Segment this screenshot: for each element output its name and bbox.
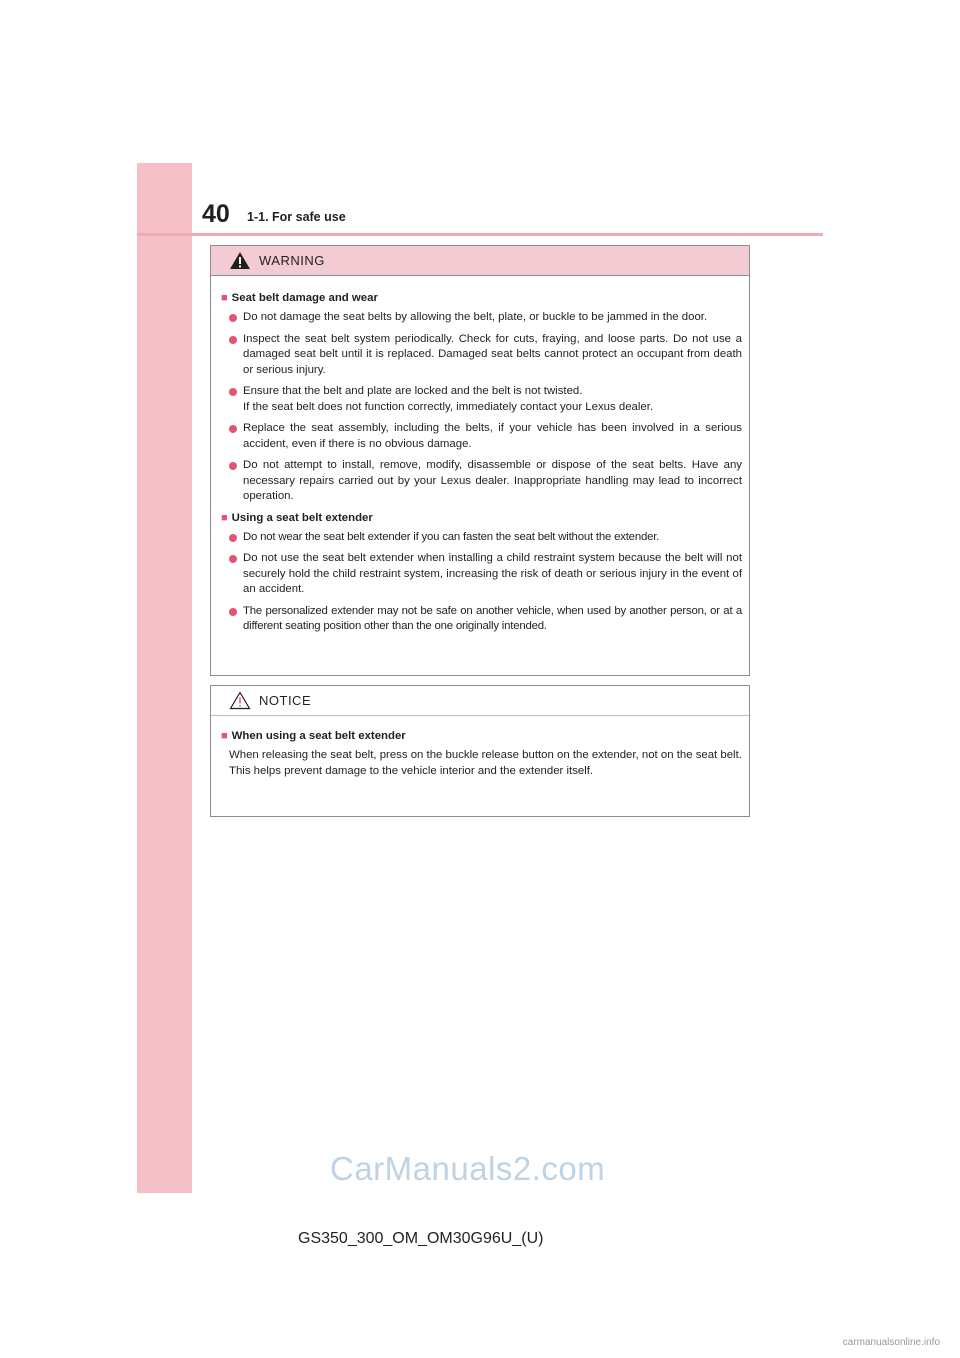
list-item-text: The personalized extender may not be safe on another vehicle, when used by another person, or at a different seating position other than the one originally intended. <box>243 604 742 632</box>
warning-box <box>210 245 750 676</box>
notice-paragraph: When releasing the seat belt, press on the buckle release button on the extender, not on the seat belt. <box>229 749 742 761</box>
section-title: 1-1. For safe use <box>247 210 346 224</box>
header-divider <box>137 233 823 236</box>
topic-title: Using a seat belt extender <box>231 511 373 524</box>
notice-box <box>210 685 750 817</box>
bullet-dot-icon <box>229 555 237 563</box>
list-item <box>221 310 742 326</box>
notice-triangle-icon <box>229 691 251 710</box>
warning-topic-heading <box>221 291 742 306</box>
watermark-logo: CarManuals2.com <box>330 1150 606 1187</box>
list-item-text: Do not use the seat belt extender when installing a child restraint system because the belt will not securely hold the child restraint system, increasing the risk of death or serious injury in the event of an accident. <box>243 552 742 595</box>
warning-body <box>211 276 749 635</box>
document-code: GS350_300_OM_OM30G96U_(U) <box>298 1230 544 1247</box>
warning-label: WARNING <box>259 253 325 268</box>
warning-triangle-icon <box>229 251 251 270</box>
bullet-dot-icon <box>229 425 237 433</box>
list-item <box>221 530 742 546</box>
site-watermark: carmanualsonline.info <box>842 1337 940 1348</box>
bullet-dot-icon <box>229 608 237 616</box>
list-item <box>221 421 742 452</box>
list-item-text: Replace the seat assembly, including the belts, if your vehicle has been involved in a serious accident, even if there is no obvious damage. <box>243 422 742 450</box>
list-item-text: Do not wear the seat belt extender if you can fasten the seat belt without the extender. <box>243 530 660 543</box>
topic-title: When using a seat belt extender <box>231 730 406 742</box>
square-marker-icon: ■ <box>221 292 228 304</box>
notice-header <box>211 686 749 716</box>
square-marker-icon: ■ <box>221 511 228 524</box>
list-item-text: Inspect the seat belt system periodically. Check for cuts, fraying, and loose parts. Do not use a damaged seat belt until it is replaced. Damaged seat belts cannot protect an occupant from death or serious injury. <box>243 332 742 376</box>
list-item-text: Ensure that the belt and plate are locked and the belt is not twisted. If the seat belt does not function correctly, immediately contact your Lexus dealer. <box>243 385 654 413</box>
bullet-dot-icon <box>229 462 237 470</box>
bullet-dot-icon <box>229 336 237 344</box>
warning-topic-heading <box>221 511 742 526</box>
side-color-band <box>137 163 192 1193</box>
list-item <box>221 604 742 635</box>
list-item-text: Do not attempt to install, remove, modify, disassemble or dispose of the seat belts. Have any necessary repairs carried out by your Lexus dealer. Inappropriate handling may lead to incorrect operation. <box>243 459 742 502</box>
page-number: 40 <box>202 200 230 228</box>
square-marker-icon: ■ <box>221 730 228 742</box>
list-item <box>221 332 742 379</box>
notice-text <box>221 748 742 779</box>
notice-topic-heading <box>221 729 742 744</box>
bullet-dot-icon <box>229 534 237 542</box>
bullet-dot-icon <box>229 388 237 396</box>
list-item <box>221 384 742 415</box>
warning-header <box>211 246 749 276</box>
notice-body <box>211 716 749 779</box>
notice-paragraph: This helps prevent damage to the vehicle interior and the extender itself. <box>229 764 594 777</box>
list-item <box>221 551 742 598</box>
list-item <box>221 458 742 505</box>
list-item-text: Do not damage the seat belts by allowing the belt, plate, or buckle to be jammed in the door. <box>243 311 708 323</box>
notice-label: NOTICE <box>259 693 312 708</box>
topic-title: Seat belt damage and wear <box>231 292 378 304</box>
bullet-dot-icon <box>229 314 237 322</box>
